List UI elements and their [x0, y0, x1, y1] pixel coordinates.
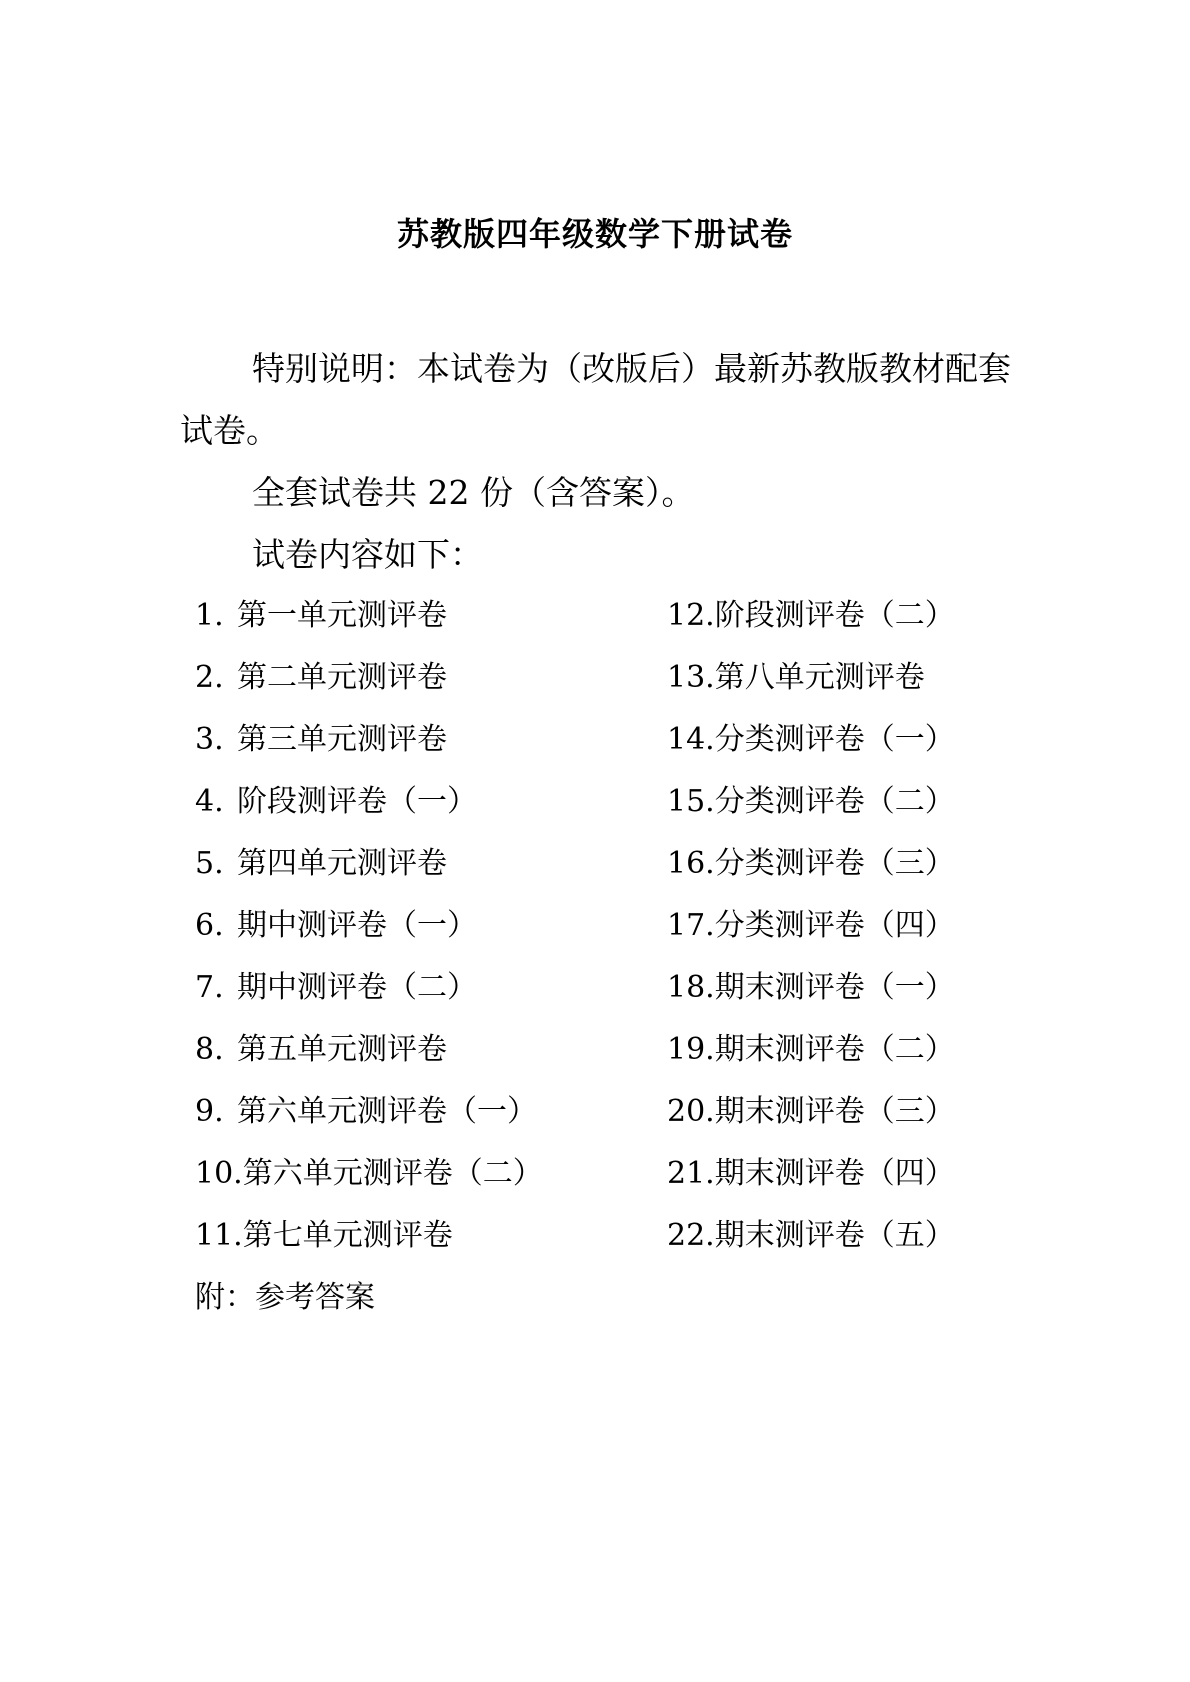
intro-section	[180, 338, 1020, 586]
list-item-label: 分类测评卷（四）	[714, 908, 955, 943]
list-item-number: 20.	[667, 1094, 715, 1129]
list-item-number: 17.	[667, 908, 715, 943]
list-item	[667, 1081, 1017, 1143]
list-item-number: 3.	[195, 722, 224, 757]
list-item-label: 期末测评卷（五）	[714, 1218, 955, 1253]
list-item	[195, 833, 635, 895]
list-item-label: 期末测评卷（一）	[714, 970, 955, 1005]
list-item-label: 分类测评卷（一）	[714, 722, 955, 757]
list-item	[195, 1019, 635, 1081]
list-item-label: 分类测评卷（三）	[714, 846, 955, 881]
list-item-label: 第三单元测评卷	[237, 722, 447, 757]
intro-special-note: 特别说明：本试卷为（改版后）最新苏教版教材配套试卷。	[180, 349, 1011, 450]
list-item-label: 第六单元测评卷（一）	[237, 1094, 537, 1129]
list-item	[667, 833, 1017, 895]
list-item	[667, 895, 1017, 957]
list-item	[667, 647, 1017, 709]
list-item	[667, 957, 1017, 1019]
list-item	[667, 771, 1017, 833]
list-item-number: 10.	[195, 1156, 243, 1191]
list-item-number: 7.	[195, 970, 224, 1005]
contents-list-right	[667, 585, 1017, 1267]
intro-contents-heading: 试卷内容如下：	[252, 535, 483, 574]
list-item-label: 第六单元测评卷（二）	[242, 1156, 543, 1191]
list-item-number: 13.	[667, 660, 715, 695]
list-item	[667, 709, 1017, 771]
list-item	[667, 585, 1017, 647]
list-item-label: 第五单元测评卷	[237, 1032, 447, 1067]
list-item-number: 9.	[195, 1094, 224, 1129]
list-item-label: 第一单元测评卷	[237, 598, 447, 633]
list-item-label: 阶段测评卷（二）	[714, 598, 955, 633]
document-title: 苏教版四年级数学下册试卷	[396, 215, 793, 253]
list-item-number: 6.	[195, 908, 224, 943]
list-item-label: 期中测评卷（一）	[237, 908, 477, 943]
list-item-label: 期末测评卷（三）	[714, 1094, 955, 1129]
intro-total-count: 全套试卷共 22 份（含答案）。	[252, 473, 695, 512]
list-item-label: 第二单元测评卷	[237, 660, 447, 695]
list-item-label: 第七单元测评卷	[242, 1218, 453, 1253]
list-item-number: 8.	[195, 1032, 224, 1067]
list-item-label: 分类测评卷（二）	[714, 784, 955, 819]
list-item-number: 2.	[195, 660, 224, 695]
list-item-label: 阶段测评卷（一）	[237, 784, 477, 819]
list-item	[195, 957, 635, 1019]
list-item-number: 21.	[667, 1156, 715, 1191]
list-item-number: 14.	[667, 722, 715, 757]
list-item-label: 第四单元测评卷	[237, 846, 447, 881]
list-item	[195, 1081, 635, 1143]
list-item	[195, 709, 635, 771]
list-item	[667, 1143, 1017, 1205]
list-item-number: 15.	[667, 784, 715, 819]
appendix-note: 附：参考答案	[195, 1280, 375, 1315]
list-item	[195, 647, 635, 709]
list-item-number: 1.	[195, 598, 224, 633]
list-item-number: 5.	[195, 846, 224, 881]
list-item-number: 22.	[667, 1218, 715, 1253]
list-item-number: 12.	[667, 598, 715, 633]
list-item-label: 期中测评卷（二）	[237, 970, 477, 1005]
list-item	[195, 771, 635, 833]
list-item-number: 16.	[667, 846, 715, 881]
list-item-number: 4.	[195, 784, 224, 819]
list-item	[195, 1143, 635, 1205]
list-item-label: 期末测评卷（二）	[714, 1032, 955, 1067]
contents-list-left	[195, 585, 635, 1267]
list-item	[195, 895, 635, 957]
list-item	[195, 1205, 635, 1267]
list-item	[667, 1205, 1017, 1267]
list-item	[195, 585, 635, 647]
list-item-label: 期末测评卷（四）	[714, 1156, 955, 1191]
list-item-number: 19.	[667, 1032, 715, 1067]
list-item-label: 第八单元测评卷	[714, 660, 925, 695]
list-item	[667, 1019, 1017, 1081]
list-item-number: 11.	[195, 1218, 243, 1253]
list-item-number: 18.	[667, 970, 715, 1005]
